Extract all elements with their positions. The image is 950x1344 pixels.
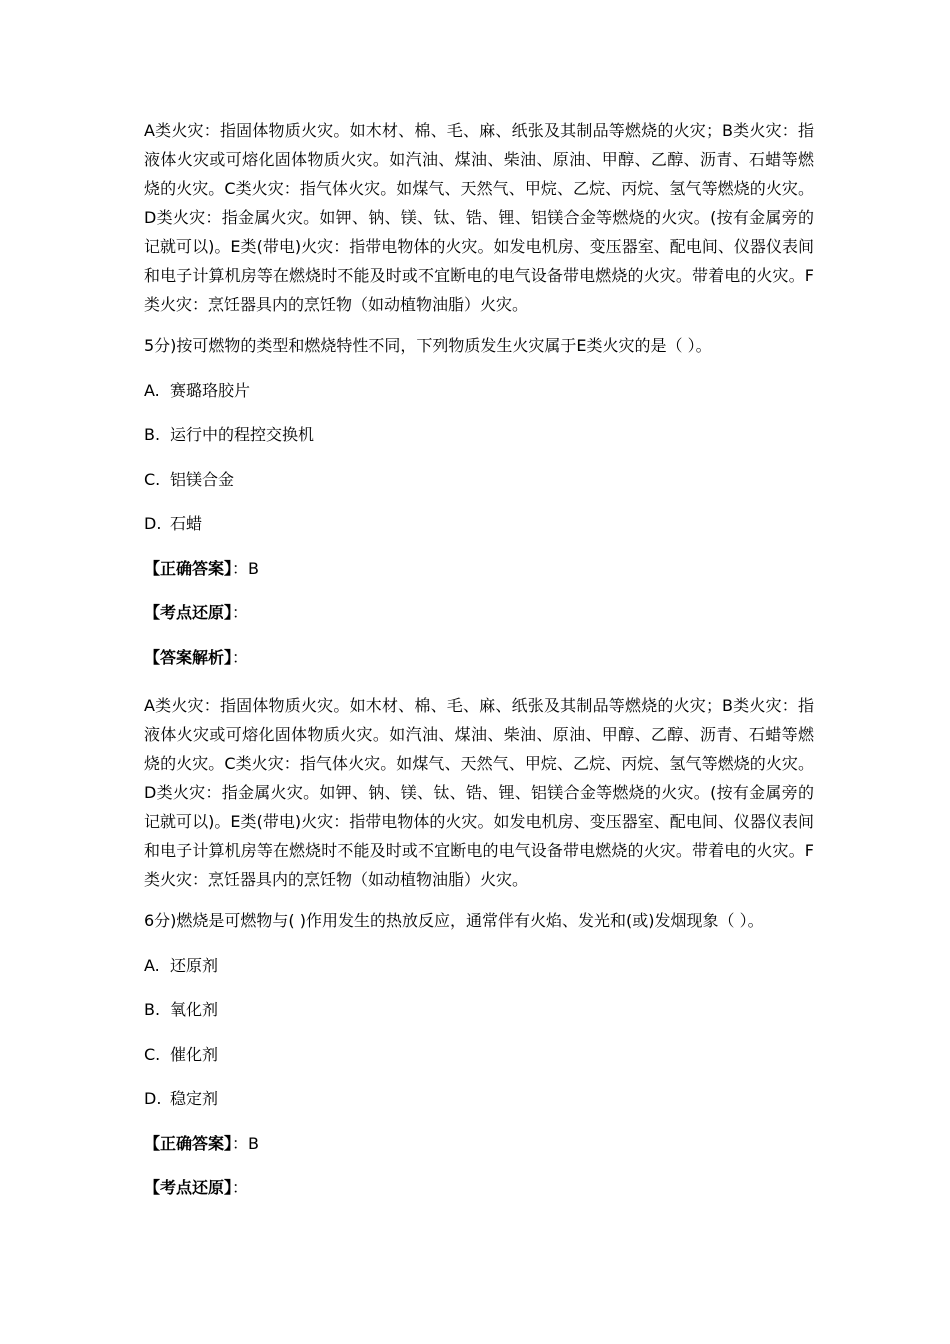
option-letter: A. [144, 380, 160, 400]
option-text: 赛璐珞胶片 [170, 380, 251, 400]
option-letter: D. [144, 1089, 162, 1108]
option-text: 铝镁合金 [170, 469, 235, 489]
answer-value: ：B [232, 1133, 259, 1153]
option-letter: A. [144, 955, 160, 975]
option-letter: C. [144, 1044, 161, 1064]
question-5-option-b [144, 424, 814, 446]
question-5-knowledge-point [144, 602, 814, 624]
option-text: 稳定剂 [170, 1089, 219, 1108]
answer-value: ：B [232, 558, 259, 578]
knowledge-point-label: 【考点还原】 [144, 1178, 233, 1197]
question-5-option-d [144, 513, 814, 535]
answer-label: 【正确答案】 [144, 1133, 233, 1153]
question-5-analysis-heading [144, 647, 814, 669]
option-text: 催化剂 [170, 1044, 219, 1064]
knowledge-point-colon: ： [232, 603, 249, 622]
question-5-option-c [144, 469, 814, 491]
option-letter: B. [144, 425, 161, 444]
analysis-colon: ： [232, 647, 249, 667]
question-6-answer [144, 1133, 814, 1155]
analysis-label: 【答案解析】 [144, 647, 233, 667]
knowledge-point-label: 【考点还原】 [144, 603, 233, 622]
option-letter: B. [144, 1000, 161, 1019]
option-letter: C. [144, 469, 161, 489]
question-6-option-a [144, 955, 814, 977]
question-5 [144, 335, 814, 910]
question-6-option-d [144, 1088, 814, 1110]
question-5-explanation: A类火灾：指固体物质火灾。如木材、棉、毛、麻、纸张及其制品等燃烧的火灾；B类火灾：指液体火灾或可熔化固体物质火灾。如汽油、煤油、柴油、原油、甲醇、乙醇、沥青、石蜡等燃烧的火灾。C类火灾：指气体火灾。如煤气、天然气、甲烷、乙烷、丙烷、氢气等燃烧的火灾。D类火灾：指金属火灾。如钾、钠、镁、钛、锆、锂、铝镁合金等燃烧的火灾。(按有金属旁的记就可以)。E类(带电)火灾：指带电物体的火灾。如发电机房、变压器室、配电间、仪器仪表间和电子计算机房等在燃烧时不能及时或不宜断电的电气设备带电燃烧的火灾。带着电的火灾。F类火灾：烹饪器具内的烹饪物（如动植物油脂）火灾。 [144, 696, 814, 889]
option-text: 还原剂 [170, 955, 219, 975]
question-6-knowledge-point [144, 1177, 814, 1199]
option-letter: D. [144, 514, 162, 533]
option-text: 运行中的程控交换机 [170, 425, 315, 444]
answer-label: 【正确答案】 [144, 558, 233, 578]
document-page [144, 116, 814, 1222]
question-6-stem: 6分)燃烧是可燃物与( )作用发生的热放反应，通常伴有火焰、发光和(或)发烟现象（ ）。 [144, 911, 764, 930]
knowledge-point-colon: ： [232, 1178, 249, 1197]
question-6 [144, 910, 814, 1199]
option-text: 氧化剂 [170, 1000, 219, 1019]
previous-explanation-text: A类火灾：指固体物质火灾。如木材、棉、毛、麻、纸张及其制品等燃烧的火灾；B类火灾：指液体火灾或可熔化固体物质火灾。如汽油、煤油、柴油、原油、甲醇、乙醇、沥青、石蜡等燃烧的火灾。C类火灾：指气体火灾。如煤气、天然气、甲烷、乙烷、丙烷、氢气等燃烧的火灾。D类火灾：指金属火灾。如钾、钠、镁、钛、锆、锂、铝镁合金等燃烧的火灾。(按有金属旁的记就可以)。E类(带电)火灾：指带电物体的火灾。如发电机房、变压器室、配电间、仪器仪表间和电子计算机房等在燃烧时不能及时或不宜断电的电气设备带电燃烧的火灾。带着电的火灾。F类火灾：烹饪器具内的烹饪物（如动植物油脂）火灾。 [144, 121, 814, 314]
question-6-option-b [144, 999, 814, 1021]
option-text: 石蜡 [170, 514, 203, 533]
question-5-option-a [144, 380, 814, 402]
question-5-answer [144, 558, 814, 580]
question-6-option-c [144, 1044, 814, 1066]
question-5-stem: 5分)按可燃物的类型和燃烧特性不同，下列物质发生火灾属于E类火灾的是（ ）。 [144, 336, 712, 355]
